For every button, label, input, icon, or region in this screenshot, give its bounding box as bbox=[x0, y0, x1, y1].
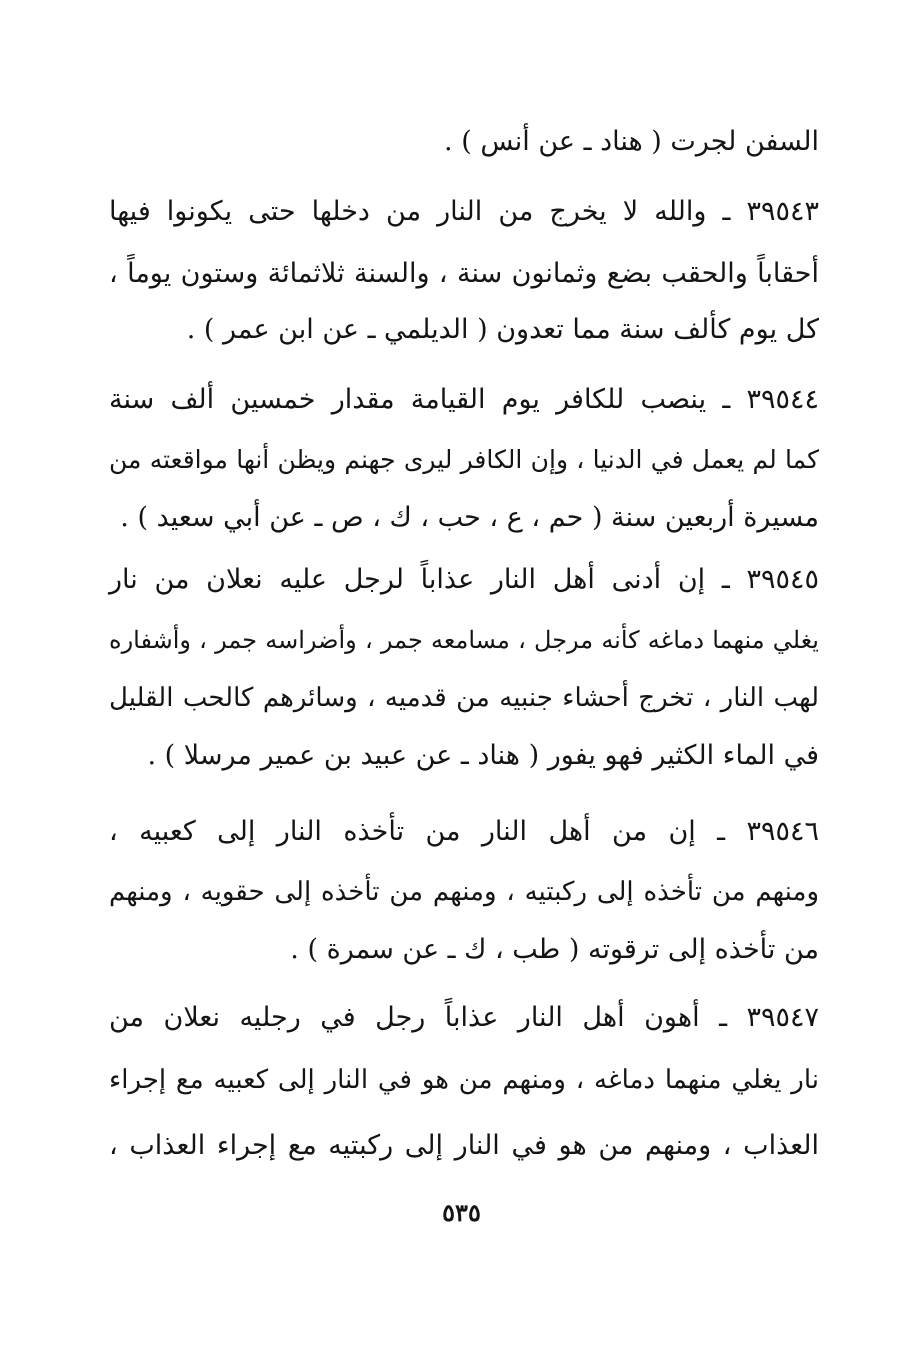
hadith-39545-line-1: ٣٩٥٤٥ ـ إن أدنى أهل النار عذاباً لرجل عليه نعلان من نار bbox=[109, 564, 819, 595]
page-number: ٥٣٥ bbox=[442, 1198, 481, 1227]
text-line-continuation: السفن لجرت ( هناد ـ عن أنس ) . bbox=[444, 126, 819, 157]
hadith-39543-line-1: ٣٩٥٤٣ ـ والله لا يخرج من النار من دخلها حتى يكونوا فيها bbox=[109, 196, 819, 227]
hadith-39543-line-3: كل يوم كألف سنة مما تعدون ( الديلمي ـ عن ابن عمر ) . bbox=[186, 314, 819, 345]
hadith-39545-line-3: لهب النار ، تخرج أحشاء جنبيه من قدميه ، وسائرهم كالحب القليل bbox=[109, 683, 819, 713]
hadith-39544-line-1: ٣٩٥٤٤ ـ ينصب للكافر يوم القيامة مقدار خمسين ألف سنة bbox=[109, 384, 819, 415]
hadith-39544-line-3: مسيرة أربعين سنة ( حم ، ع ، حب ، ك ، ص ـ عن أبي سعيد ) . bbox=[120, 502, 819, 533]
hadith-39545-line-2: يغلي منهما دماغه كأنه مرجل ، مسامعه جمر ، وأضراسه جمر ، وأشفاره bbox=[109, 626, 819, 654]
hadith-39546-line-2: ومنهم من تأخذه إلى ركبتيه ، ومنهم من تأخذه إلى حقويه ، ومنهم bbox=[109, 877, 819, 907]
hadith-39546-line-3: من تأخذه إلى ترقوته ( طب ، ك ـ عن سمرة ) . bbox=[290, 934, 819, 965]
hadith-39547-line-3: العذاب ، ومنهم من هو في النار إلى ركبتيه مع إجراء العذاب ، bbox=[109, 1130, 819, 1161]
hadith-39545-line-4: في الماء الكثير فهو يفور ( هناد ـ عن عبيد بن عمير مرسلا ) . bbox=[147, 740, 819, 771]
hadith-39544-line-2: كما لم يعمل في الدنيا ، وإن الكافر ليرى جهنم ويظن أنها مواقعته من bbox=[109, 445, 819, 474]
hadith-39543-line-2: أحقاباً والحقب بضع وثمانون سنة ، والسنة ثلاثمائة وستون يوماً ، bbox=[109, 258, 819, 289]
hadith-39546-line-1: ٣٩٥٤٦ ـ إن من أهل النار من تأخذه النار إلى كعبيه ، bbox=[109, 816, 819, 847]
hadith-39547-line-1: ٣٩٥٤٧ ـ أهون أهل النار عذاباً رجل في رجليه نعلان من bbox=[109, 1002, 819, 1033]
hadith-39547-line-2: نار يغلي منهما دماغه ، ومنهم من هو في النار إلى كعبيه مع إجراء bbox=[109, 1065, 819, 1095]
